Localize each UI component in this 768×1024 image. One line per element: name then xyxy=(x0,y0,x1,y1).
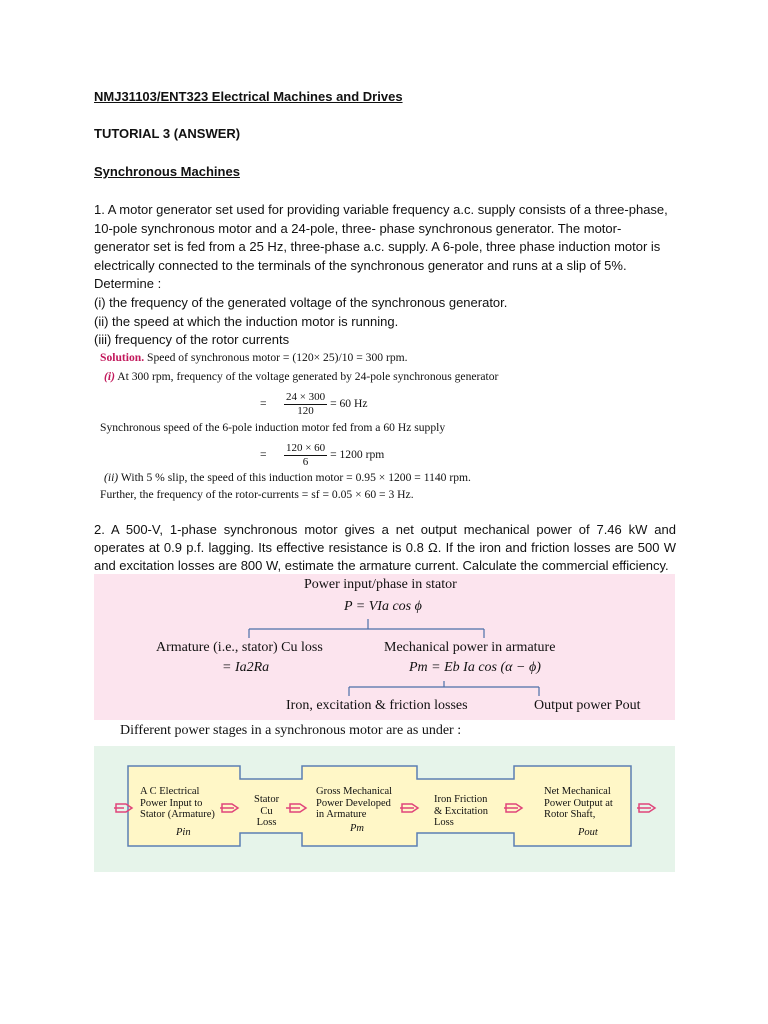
solution-line-4: (ii) With 5 % slip, the speed of this induction motor = 0.95 × 1200 = 1140 rpm. xyxy=(104,471,471,484)
solution-line-2: (i) At 300 rpm, frequency of the voltage generated by 24-pole synchronous generator xyxy=(104,370,499,383)
symbol-pin: Pin xyxy=(176,826,191,838)
armature-cu-loss-label: Armature (i.e., stator) Cu loss xyxy=(156,640,323,655)
solution-label: Solution. xyxy=(100,351,145,364)
section-title: Synchronous Machines xyxy=(94,164,240,179)
power-tree-panel xyxy=(94,574,675,720)
power-tree-top-equation: P = VIa cos ϕ xyxy=(344,599,422,614)
question-1-item-ii: (ii) the speed at which the induction motor is running. xyxy=(94,313,399,329)
gap-iron-friction-loss: Iron Friction & Excitation Loss xyxy=(434,794,488,828)
course-title: NMJ31103/ENT323 Electrical Machines and Drives xyxy=(94,89,403,104)
solution-line-1: Solution. Speed of synchronous motor = (120× 25)/10 = 300 rpm. xyxy=(100,351,408,364)
power-tree-top-label: Power input/phase in stator xyxy=(304,577,457,592)
output-power-label: Output power Pout xyxy=(534,698,641,713)
symbol-pout: Pout xyxy=(578,826,598,838)
question-2-text: 2. A 500-V, 1-phase synchronous motor gives a net output mechanical power of 7.46 kW and operates at 0.9 p.f. lagging. Its effective resistance is 0.8 Ω. If the iron and friction losses are 500 W and excitation losses are 800 W, estimate the armature current. Calculate the commercial efficiency. xyxy=(94,522,676,573)
power-flow-panel xyxy=(94,746,675,872)
mechanical-power-label: Mechanical power in armature xyxy=(384,640,556,655)
question-1 xyxy=(94,201,676,350)
stages-caption: Different power stages in a synchronous motor are as under : xyxy=(120,723,462,738)
block-gross-mechanical: Gross Mechanical Power Developed in Armature Pm xyxy=(316,786,393,834)
armature-cu-loss-equation: = Ia2Ra xyxy=(222,660,270,675)
iron-excitation-friction-label: Iron, excitation & friction losses xyxy=(286,698,468,713)
mechanical-power-equation: Pm = Eb Ia cos (α − ϕ) xyxy=(409,660,541,675)
question-1-item-iii: (iii) frequency of the rotor currents xyxy=(94,332,290,348)
tutorial-title: TUTORIAL 3 (ANSWER) xyxy=(94,126,241,141)
equation-1: = $\frac{24 \times 300}{120}$ = 60 Hz xyxy=(260,391,368,417)
gap-stator-cu-loss: Stator Cu Loss xyxy=(254,794,280,828)
solution-line-3: Synchronous speed of the 6-pole induction motor fed from a 60 Hz supply xyxy=(100,421,446,434)
block-ac-input: A C Electrical Power Input to Stator (Armature) Pin xyxy=(140,786,215,838)
solution-line-5: Further, the frequency of the rotor-currents = sf = 0.05 × 60 = 3 Hz. xyxy=(100,488,414,501)
equation-2: = $\frac{120 \times 60}{6}$ = 1200 rpm xyxy=(260,442,385,468)
question-1-text: 1. A motor generator set used for providing variable frequency a.c. supply consists of a three-phase, 10-pole synchronous motor and a 24-pole, three- phase synchronous generator. The motor-generator set is fed from a 25 Hz, three-phase a.c. supply. A 6-pole, three phase induction motor is electrically connected to the terminals of the synchronous generator and runs at a slip of 5%. Determine : xyxy=(94,202,668,292)
block-net-mechanical: Net Mechanical Power Output at Rotor Shaft, Pout xyxy=(544,786,613,838)
question-1-item-i: (i) the frequency of the generated voltage of the synchronous generator. xyxy=(94,294,508,310)
symbol-pm: Pm xyxy=(350,822,364,834)
